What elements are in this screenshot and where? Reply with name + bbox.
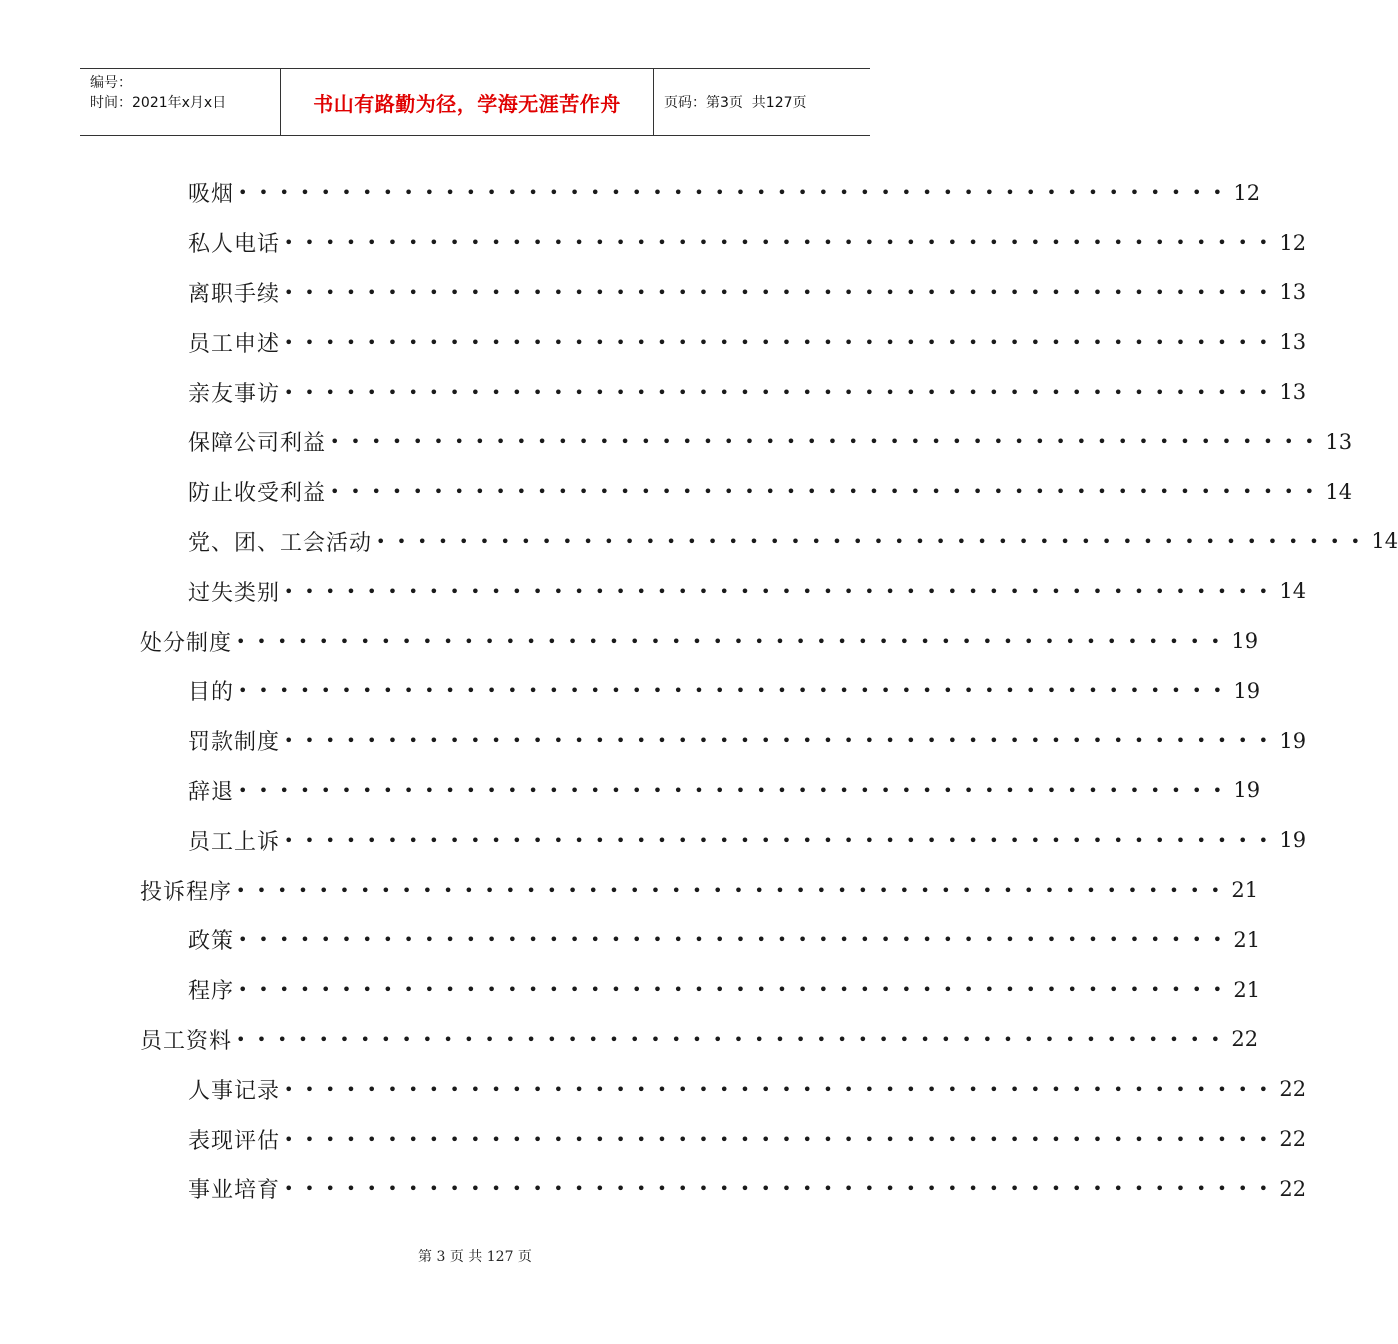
toc-entry-label: 政策 [188, 929, 235, 955]
toc-entry-label: 目的 [188, 680, 235, 706]
toc-entry[interactable] [0, 268, 1307, 318]
toc-entry-page-number: 13 [1279, 380, 1307, 405]
toc-entry-label: 辞退 [188, 779, 235, 805]
toc-dot-leader: •••••••••••••••••••••••••••••••••••••••••••••••• [238, 930, 1234, 950]
page-footer: 第 3 页 共 127 页 [418, 1249, 532, 1265]
toc-entry-page-number: 19 [1279, 728, 1307, 753]
toc-entry-page-number: 14 [1325, 479, 1353, 504]
toc-entry[interactable] [0, 1015, 1259, 1065]
toc-dot-leader: •••••••••••••••••••••••••••••••••••••••••••••••• [284, 382, 1280, 402]
document-header [80, 68, 870, 136]
toc-entry-page-number: 22 [1279, 1127, 1307, 1152]
toc-entry-label: 过失类别 [188, 580, 281, 606]
toc-entry-label: 吸烟 [188, 182, 235, 208]
toc-entry[interactable] [0, 168, 1261, 218]
toc-entry[interactable] [0, 317, 1307, 367]
toc-entry[interactable] [0, 965, 1261, 1015]
toc-entry-page-number: 19 [1233, 778, 1261, 803]
toc-entry-page-number: 21 [1231, 878, 1259, 903]
toc-entry-label: 党、团、工会活动 [188, 530, 373, 556]
toc-entry[interactable] [0, 865, 1259, 915]
toc-entry-page-number: 12 [1279, 230, 1307, 255]
toc-dot-leader: •••••••••••••••••••••••••••••••••••••••••••••••• [284, 1079, 1280, 1099]
toc-entry[interactable] [0, 467, 1353, 517]
toc-entry-page-number: 19 [1233, 678, 1261, 703]
toc-dot-leader: •••••••••••••••••••••••••••••••••••••••••••••••• [284, 830, 1280, 850]
toc-dot-leader: •••••••••••••••••••••••••••••••••••••••••••••••• [376, 531, 1372, 551]
toc-entry-label: 保障公司利益 [188, 431, 327, 457]
toc-entry[interactable] [0, 815, 1307, 865]
toc-entry-page-number: 19 [1231, 629, 1259, 654]
toc-dot-leader: •••••••••••••••••••••••••••••••••••••••••••••••• [284, 332, 1280, 352]
toc-entry[interactable] [0, 417, 1353, 467]
toc-entry[interactable] [0, 915, 1261, 965]
toc-dot-leader: •••••••••••••••••••••••••••••••••••••••••••••••• [238, 980, 1234, 1000]
toc-entry-page-number: 13 [1279, 280, 1307, 305]
toc-entry-page-number: 13 [1325, 429, 1353, 454]
header-meta [80, 69, 281, 135]
toc-entry-page-number: 22 [1231, 1027, 1259, 1052]
toc-dot-leader: •••••••••••••••••••••••••••••••••••••••••••••••• [236, 1029, 1232, 1049]
toc-entry-page-number: 22 [1279, 1077, 1307, 1102]
toc-dot-leader: •••••••••••••••••••••••••••••••••••••••••••••••• [330, 482, 1326, 502]
toc-entry-label: 事业培育 [188, 1178, 281, 1204]
document-time-label: 时间：2021年x月x日 [90, 95, 227, 111]
toc-entry-page-number: 22 [1279, 1176, 1307, 1201]
toc-entry[interactable] [0, 1114, 1307, 1164]
toc-dot-leader: •••••••••••••••••••••••••••••••••••••••••••••••• [284, 581, 1280, 601]
toc-entry-label: 离职手续 [188, 281, 281, 307]
toc-entry[interactable] [0, 716, 1307, 766]
toc-entry[interactable] [0, 517, 1398, 567]
toc-dot-leader: •••••••••••••••••••••••••••••••••••••••••••••••• [238, 780, 1234, 800]
toc-entry-page-number: 21 [1233, 977, 1261, 1002]
toc-entry-label: 亲友事访 [188, 381, 281, 407]
toc-entry-page-number: 14 [1279, 579, 1307, 604]
toc-entry-label: 私人电话 [188, 232, 281, 258]
toc-entry-label: 投诉程序 [140, 879, 233, 905]
toc-entry-label: 程序 [188, 979, 235, 1005]
toc-dot-leader: •••••••••••••••••••••••••••••••••••••••••••••••• [284, 282, 1280, 302]
toc-entry-label: 防止收受利益 [188, 481, 327, 507]
toc-entry-label: 处分制度 [140, 630, 233, 656]
toc-dot-leader: •••••••••••••••••••••••••••••••••••••••••••••••• [236, 880, 1232, 900]
toc-entry-label: 罚款制度 [188, 730, 281, 756]
toc-dot-leader: •••••••••••••••••••••••••••••••••••••••••••••••• [238, 183, 1234, 203]
header-page-info: 页码：第3页 共127页 [664, 95, 807, 111]
toc-entry[interactable] [0, 1064, 1307, 1114]
toc-entry-page-number: 12 [1233, 180, 1261, 205]
toc-entry-label: 员工申述 [188, 331, 281, 357]
toc-entry[interactable] [0, 1164, 1307, 1214]
toc-entry-label: 员工资料 [140, 1028, 233, 1054]
toc-dot-leader: •••••••••••••••••••••••••••••••••••••••••••••••• [284, 233, 1280, 253]
toc-entry[interactable] [0, 566, 1307, 616]
header-motto: 书山有路勤为径，学海无涯苦作舟 [281, 69, 654, 135]
toc-dot-leader: •••••••••••••••••••••••••••••••••••••••••••••••• [236, 631, 1232, 651]
toc-entry-label: 表现评估 [188, 1128, 281, 1154]
toc-entry[interactable] [0, 766, 1261, 816]
toc-dot-leader: •••••••••••••••••••••••••••••••••••••••••••••••• [330, 432, 1326, 452]
toc-entry-page-number: 14 [1371, 529, 1398, 554]
toc-entry-page-number: 21 [1233, 927, 1261, 952]
toc-entry-page-number: 13 [1279, 330, 1307, 355]
toc-dot-leader: •••••••••••••••••••••••••••••••••••••••••••••••• [284, 1179, 1280, 1199]
document-number-label: 编号： [90, 75, 132, 91]
toc-dot-leader: •••••••••••••••••••••••••••••••••••••••••••••••• [284, 731, 1280, 751]
table-of-contents [0, 168, 1398, 1214]
toc-entry-page-number: 19 [1279, 828, 1307, 853]
toc-entry[interactable] [0, 367, 1307, 417]
toc-entry[interactable] [0, 666, 1261, 716]
toc-entry-label: 人事记录 [188, 1078, 281, 1104]
toc-entry[interactable] [0, 616, 1259, 666]
toc-entry-label: 员工上诉 [188, 829, 281, 855]
toc-entry[interactable] [0, 218, 1307, 268]
toc-dot-leader: •••••••••••••••••••••••••••••••••••••••••••••••• [284, 1129, 1280, 1149]
toc-dot-leader: •••••••••••••••••••••••••••••••••••••••••••••••• [238, 681, 1234, 701]
